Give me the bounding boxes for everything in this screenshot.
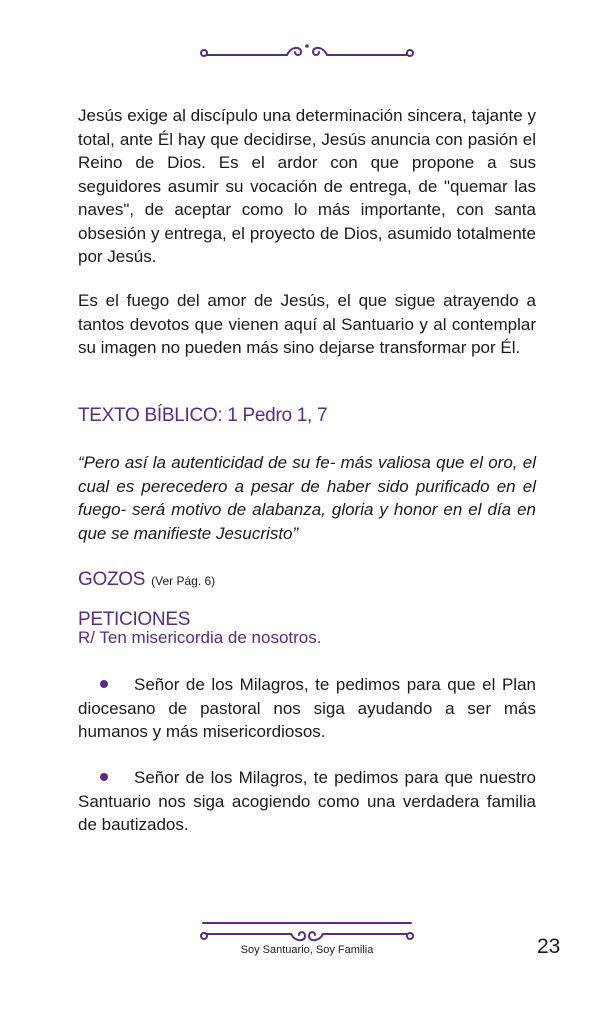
- gozos-heading: GOZOS: [78, 569, 146, 590]
- peticiones-heading: PETICIONES: [78, 609, 191, 630]
- texto-biblico-heading: TEXTO BÍBLICO: 1 Pedro 1, 7: [78, 405, 328, 426]
- gozos-section: [78, 568, 215, 592]
- bullet-icon: [100, 773, 108, 781]
- footer-title: Soy Santuario, Soy Familia: [240, 944, 374, 956]
- bible-quote: “Pero así la autenticidad de su fe- más valiosa que el oro, el cual es perecedero a pesar de haber sido purificado en el fuego- será motivo de alabanza, gloria y honor en el día en que se manifieste Jesucristo”: [78, 453, 536, 543]
- body-paragraph-1: Jesús exige al discípulo una determinación sincera, tajante y total, ante Él hay que decidirse, Jesús anuncia con pasión el Reino de Dios. Es el ardor con que propone a sus seguidores asumir su vocación de entrega, de "quemar las naves", de aceptar como lo más importante, con santa obsesión y entrega, el proyecto de Dios, asumido totalmente por Jesús.: [78, 106, 536, 266]
- gozos-page-reference: (Ver Pág. 6): [151, 574, 216, 588]
- page-number: 23: [537, 935, 561, 958]
- petition-text: Señor de los Milagros, te pedimos para que el Plan diocesano de pastoral nos siga ayudando a ser más humanos y más misericordiosos.: [78, 675, 536, 741]
- bullet-icon: [100, 680, 108, 688]
- body-paragraph-2: Es el fuego del amor de Jesús, el que sigue atrayendo a tantos devotos que vienen aquí al Santuario y al contemplar su imagen no pueden más sino dejarse transformar por Él.: [78, 291, 536, 357]
- petition-item: [78, 673, 536, 744]
- petition-text: Señor de los Milagros, te pedimos para que nuestro Santuario nos siga acogiendo como una verdadera familia de bautizados.: [78, 768, 536, 834]
- flourish-ornament-icon: [199, 40, 415, 64]
- double-line-flourish-icon: [199, 918, 415, 944]
- petition-item: [78, 766, 536, 837]
- peticiones-response: R/ Ten misericordia de nosotros.: [78, 628, 322, 647]
